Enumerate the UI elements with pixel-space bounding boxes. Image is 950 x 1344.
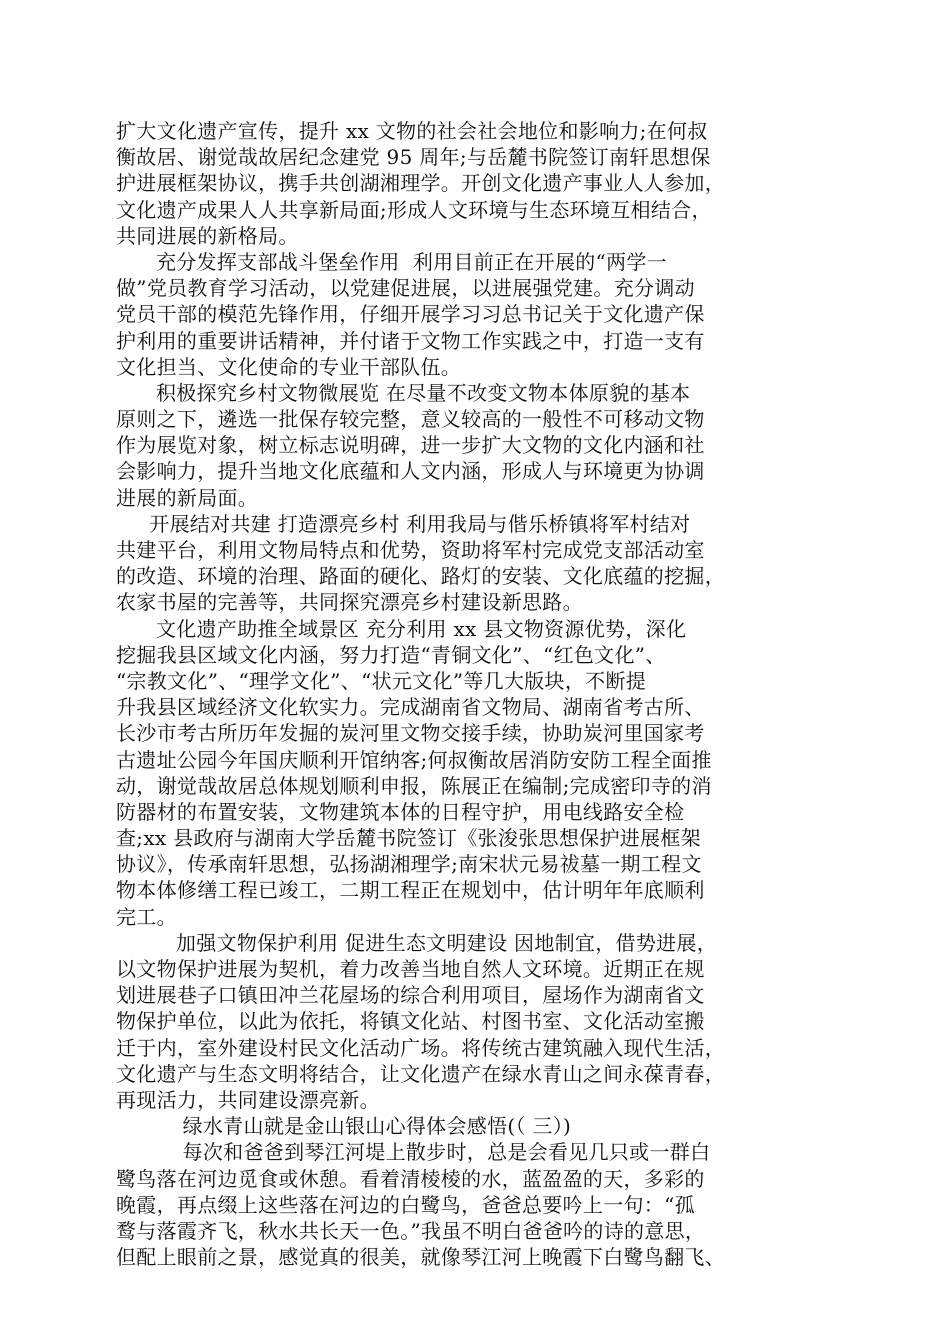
- text-line: 加强文物保护利用 促进生态文明建设 因地制宜，借势进展，: [116, 930, 718, 955]
- text-line: 护利用的重要讲话精神，并付诸于文物工作实践之中，打造一支有: [116, 328, 705, 353]
- text-line: 动，谢觉哉故居总体规划顺利申报，陈展正在编制;完成密印寺的消: [116, 773, 712, 798]
- text-line: 原则之下，遴选一批保存较完整，意义较高的一般性不可移动文物: [116, 407, 705, 432]
- text-line: 晚霞，再点缀上这些落在河边的白鹭鸟，爸爸总要吟上一句：“孤: [116, 1192, 695, 1217]
- text-line: 的改造、环境的治理、路面的硬化、路灯的安装、文化底蕴的挖掘，: [116, 564, 725, 589]
- text-line: 农家书屋的完善等，共同探究漂亮乡村建设新思路。: [116, 590, 583, 615]
- text-line: 充分发挥支部战斗堡垒作用 利用目前正在开展的“两学一: [116, 249, 667, 274]
- text-line: 再现活力，共同建设漂亮新。: [116, 1087, 380, 1112]
- text-line: 文化遗产与生态文明将结合，让文化遗产在绿水青山之间永葆青春，: [116, 1061, 725, 1086]
- text-line: 物本体修缮工程已竣工，二期工程正在规划中，估计明年年底顺利: [116, 878, 705, 903]
- text-line: “宗教文化”、“理学文化”、“状元文化”等几大版块，不断提: [116, 668, 647, 693]
- text-line: 完工。: [116, 904, 177, 929]
- text-line: 做”党员教育学习活动，以党建促进展，以进展强党建。充分调动: [116, 276, 695, 301]
- text-line: 挖掘我县区域文化内涵，努力打造“青铜文化”、“红色文化”、: [116, 642, 666, 667]
- text-line: 共建平台，利用文物局特点和优势，资助将军村完成党支部活动室: [116, 538, 705, 562]
- text-line: 协议》，传承南轩思想，弘扬湖湘理学;南宋状元易祓墓一期工程文: [116, 852, 702, 877]
- text-line: 文化遗产成果人人共享新局面;形成人文环境与生态环境互相结合，: [116, 197, 712, 222]
- text-line: 升我县区域经济文化软实力。完成湖南省文物局、湖南省考古所、: [116, 695, 705, 720]
- text-line: 共同进展的新格局。: [116, 223, 299, 248]
- text-line: 党员干部的模范先锋作用，仔细开展学习习总书记关于文化遗产保: [116, 302, 705, 327]
- text-line: 查;xx 县政府与湖南大学岳麓书院签订《张浚张思想保护进展框架: [116, 826, 701, 851]
- text-line: 会影响力，提升当地文化底蕴和人文内涵，形成人与环境更为协调: [116, 459, 705, 484]
- text-line: 文化担当、文化使命的专业干部队伍。: [116, 354, 462, 379]
- text-line: 物保护单位，以此为依托，将镇文化站、村图书室、文化活动室搬: [116, 1009, 705, 1034]
- text-line: 鹜与落霞齐飞，秋水共长天一色。”我虽不明白爸爸吟的诗的意思，: [116, 1218, 706, 1243]
- text-line: 扩大文化遗产宣传，提升 xx 文物的社会社会地位和影响力;在何叔: [116, 119, 708, 143]
- text-line: 迁于内，室外建设村民文化活动广场。将传统古建筑融入现代生活，: [116, 1035, 725, 1060]
- text-line: 每次和爸爸到琴江河堤上散步时，总是会看见几只或一群白: [116, 1140, 711, 1165]
- text-line: 防器材的布置安装，文物建筑本体的日程守护，用电线路安全检: [116, 799, 685, 824]
- text-line: 开展结对共建 打造漂亮乡村 利用我局与偕乐桥镇将军村结对: [116, 511, 691, 536]
- text-line: 文化遗产助推全域景区 充分利用 xx 县文物资源优势，深化: [116, 616, 687, 641]
- text-line: 积极探究乡村文物微展览 在尽量不改变文物本体原貌的基本: [116, 380, 691, 405]
- document-body: [116, 118, 828, 1270]
- text-line: 划进展巷子口镇田冲兰花屋场的综合利用项目，屋场作为湖南省文: [116, 983, 705, 1008]
- text-line: 古遗址公园今年国庆顺利开馆纳客;何叔衡故居消防安防工程全面推: [116, 747, 712, 772]
- text-line: 但配上眼前之景，感觉真的很美，就像琴江河上晚霞下白鹭鸟翻飞、: [116, 1245, 725, 1270]
- text-line: 鹭鸟落在河边觅食或休憩。看着清棱棱的水，蓝盈盈的天，多彩的: [116, 1166, 705, 1191]
- text-line: 进展的新局面。: [116, 485, 259, 510]
- text-line: 长沙市考古所历年发掘的炭河里文物交接手续，协助炭河里国家考: [116, 721, 705, 746]
- text-line: 作为展览对象，树立标志说明碑，进一步扩大文物的文化内涵和社: [116, 433, 705, 458]
- text-line: 护进展框架协议，携手共创湖湘理学。开创文化遗产事业人人参加，: [116, 171, 725, 196]
- text-line: 以文物保护进展为契机，着力改善当地自然人文环境。近期正在规: [116, 957, 705, 981]
- section-heading: 绿水青山就是金山银山心得体会感悟(（ 三）): [116, 1114, 572, 1139]
- text-line: 衡故居、谢觉哉故居纪念建党 95 周年;与岳麓书院签订南轩思想保: [116, 145, 711, 170]
